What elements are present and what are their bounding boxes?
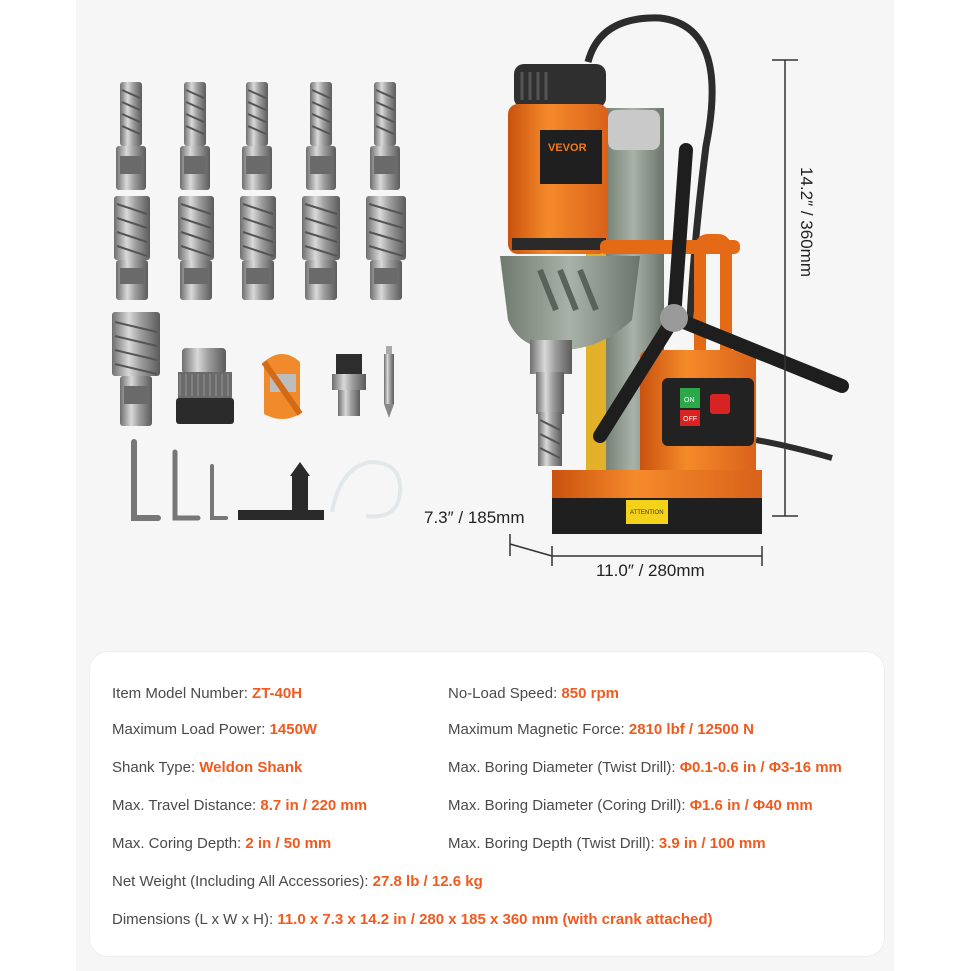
spec-twist-depth: [448, 834, 766, 854]
annular-cutter: [306, 82, 336, 190]
spec-card: [90, 652, 884, 956]
arbor-adapter: [332, 354, 366, 416]
spec-value: 2 in / 50 mm: [245, 835, 332, 852]
spec-coring-depth: [112, 834, 331, 854]
spec-value: 11.0 x 7.3 x 14.2 in / 280 x 185 x 360 mm (with crank attached): [277, 911, 713, 928]
annular-cutter: [366, 196, 406, 300]
spec-travel: [112, 796, 367, 816]
annular-cutter: [116, 82, 146, 190]
spec-value: 8.7 in / 220 mm: [260, 797, 368, 814]
coolant-tube: [332, 462, 400, 517]
spec-label: No-Load Speed:: [448, 685, 562, 702]
warning-label: ATTENTION: [630, 510, 664, 516]
off-label: OFF: [683, 416, 697, 423]
annular-cutter: [242, 82, 272, 190]
depth-dimension: 7.3″ / 185mm: [424, 508, 525, 527]
spec-value: ZT-40H: [252, 685, 303, 702]
spec-weight: [112, 872, 483, 892]
spec-label: Max. Coring Depth:: [112, 835, 246, 852]
spec-twist-diameter: [448, 758, 842, 778]
annular-cutter: [178, 196, 214, 300]
spec-label: Dimensions (L x W x H):: [112, 911, 278, 928]
spec-label: Item Model Number:: [112, 685, 253, 702]
spec-shank: [112, 758, 302, 778]
chuck-key: [238, 462, 324, 520]
annular-cutter-large: [112, 312, 160, 426]
spec-value: 27.8 lb / 12.6 kg: [372, 873, 483, 890]
height-dimension: 14.2″ / 360mm: [797, 167, 816, 277]
spec-label: Max. Travel Distance:: [112, 797, 261, 814]
spec-label: Shank Type:: [112, 759, 200, 776]
annular-cutter: [302, 196, 340, 300]
spec-value: 3.9 in / 100 mm: [658, 835, 766, 852]
spec-value: Φ0.1-0.6 in / Φ3-16 mm: [679, 759, 842, 776]
annular-cutter: [240, 196, 276, 300]
brand-label: VEVOR: [548, 142, 587, 154]
width-dimension: 11.0″ / 280mm: [596, 561, 705, 580]
power-cord-out: [756, 440, 832, 458]
allen-keys: [134, 442, 226, 518]
annular-cutter: [370, 82, 400, 190]
spec-value: Weldon Shank: [199, 759, 303, 776]
spec-load-power: [112, 720, 317, 740]
safety-strap: [264, 354, 300, 419]
annular-cutter: [180, 82, 210, 190]
spec-value: 850 rpm: [561, 685, 619, 702]
magnetic-drill: [500, 64, 842, 534]
spec-value: 1450W: [269, 721, 318, 738]
spec-label: Net Weight (Including All Accessories):: [112, 873, 373, 890]
annular-cutter: [114, 196, 150, 300]
spec-value: Φ1.6 in / Φ40 mm: [689, 797, 813, 814]
ejector-pin: [384, 346, 394, 418]
spec-label: Max. Boring Diameter (Coring Drill):: [448, 797, 690, 814]
spec-coring-diameter: [448, 796, 813, 816]
spec-model: [112, 684, 302, 704]
spec-value: 2810 lbf / 12500 N: [628, 721, 754, 738]
spec-dimensions: [112, 910, 713, 930]
on-label: ON: [684, 397, 695, 404]
spec-label: Max. Boring Diameter (Twist Drill):: [448, 759, 680, 776]
spec-label: Max. Boring Depth (Twist Drill):: [448, 835, 659, 852]
spec-label: Maximum Load Power:: [112, 721, 270, 738]
spec-magnetic: [448, 720, 754, 740]
drill-chuck: [176, 348, 234, 424]
spec-label: Maximum Magnetic Force:: [448, 721, 629, 738]
spec-speed: [448, 684, 619, 704]
